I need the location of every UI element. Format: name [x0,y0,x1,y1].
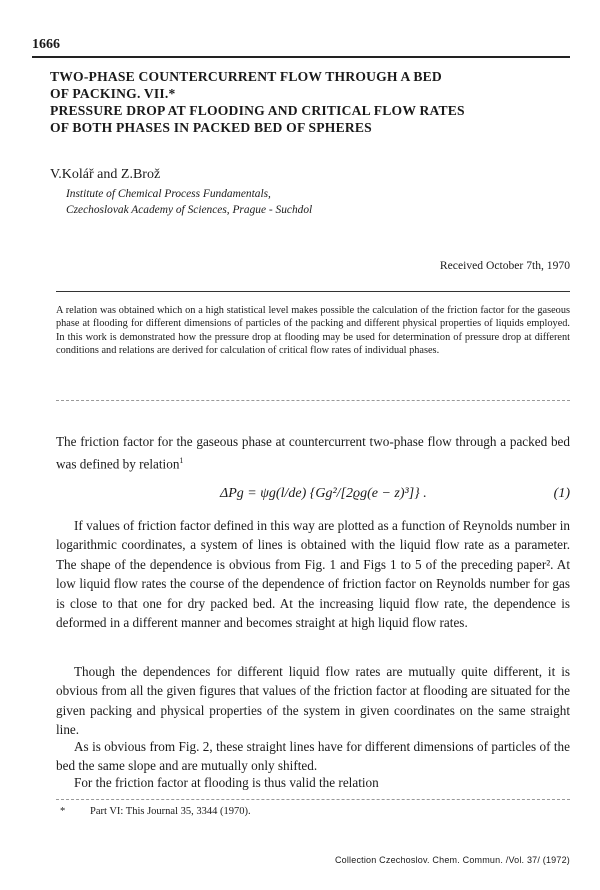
footnote-rule [56,799,570,800]
title-line-1: TWO-PHASE COUNTERCURRENT FLOW THROUGH A BED [50,69,442,84]
title-line-4: OF BOTH PHASES IN PACKED BED OF SPHERES [50,120,372,135]
paragraph-1-text: The friction factor for the gaseous phase at countercurrent two-phase flow through a packed bed was defined by relation [56,434,570,472]
equation-formula: ΔPg = ψg(l/de) {Gg²/[2ϱg(e − z)³]} . [220,486,427,501]
page-number: 1666 [32,37,60,52]
header-rule [32,56,570,58]
reference-1: 1 [179,456,184,466]
journal-footer: Collection Czechoslov. Chem. Commun. /Vol. 37/ (1972) [334,855,570,865]
received-date: Received October 7th, 1970 [439,259,570,272]
equation-1 [56,486,570,508]
footnote [60,806,251,817]
equation-number: (1) [553,486,570,501]
paragraph-1 [56,432,570,474]
abstract: A relation was obtained which on a high statistical level makes possible the calculation of the friction factor for the gaseous phase at flooding for different dimensions of particles of the packing and different physical properties of liquids employed. In this work is demonstrated how the pressure drop at flooding may be used for determination of pressure drop at different conditions and relations are derived for calculation of critical flow rates of individual phases. [56,305,570,357]
paragraph-3: Though the dependences for different liquid flow rates are mutually quite different, it is obvious from all the given figures that values of the friction factor at flooding are situated for the given packing and physical properties of the system in given coordinates on the same straight line. [56,664,570,738]
abstract-top-rule [56,291,570,292]
paragraph-2: If values of friction factor defined in this way are plotted as a function of Reynolds number in logarithmic coordinates, a system of lines is obtained with the liquid flow rate as a parameter. The shape of the dependence is obvious from Fig. 1 and Figs 1 to 5 of the preceding paper². At low liquid flow rates the course of the dependence of friction factor on Reynolds number for gas is close to that one for dry packed bed. At the increasing liquid flow rate, the dependence is deformed in a different manner and becomes straight at high liquid flow rates. [56,518,570,631]
paragraph-4: As is obvious from Fig. 2, these straight lines have for different dimensions of particles of the bed the same slope and are mutually only shifted. [56,739,570,774]
title-line-2: OF PACKING. VII.* [50,86,176,101]
title-line-3: PRESSURE DROP AT FLOODING AND CRITICAL FLOW RATES [50,103,465,118]
affiliation-line-2: Czechoslovak Academy of Sciences, Prague - Suchdol [66,203,313,216]
paragraph-5: For the friction factor at flooding is thus valid the relation [74,775,379,790]
article-title [50,68,570,136]
footnote-marker: * [60,806,66,817]
abstract-bottom-rule [56,400,570,401]
footnote-text: Part VI: This Journal 35, 3344 (1970). [90,806,251,817]
authors: V.Kolář and Z.Brož [50,167,161,182]
affiliation [66,187,312,218]
affiliation-line-1: Institute of Chemical Process Fundamentals, [66,188,271,200]
